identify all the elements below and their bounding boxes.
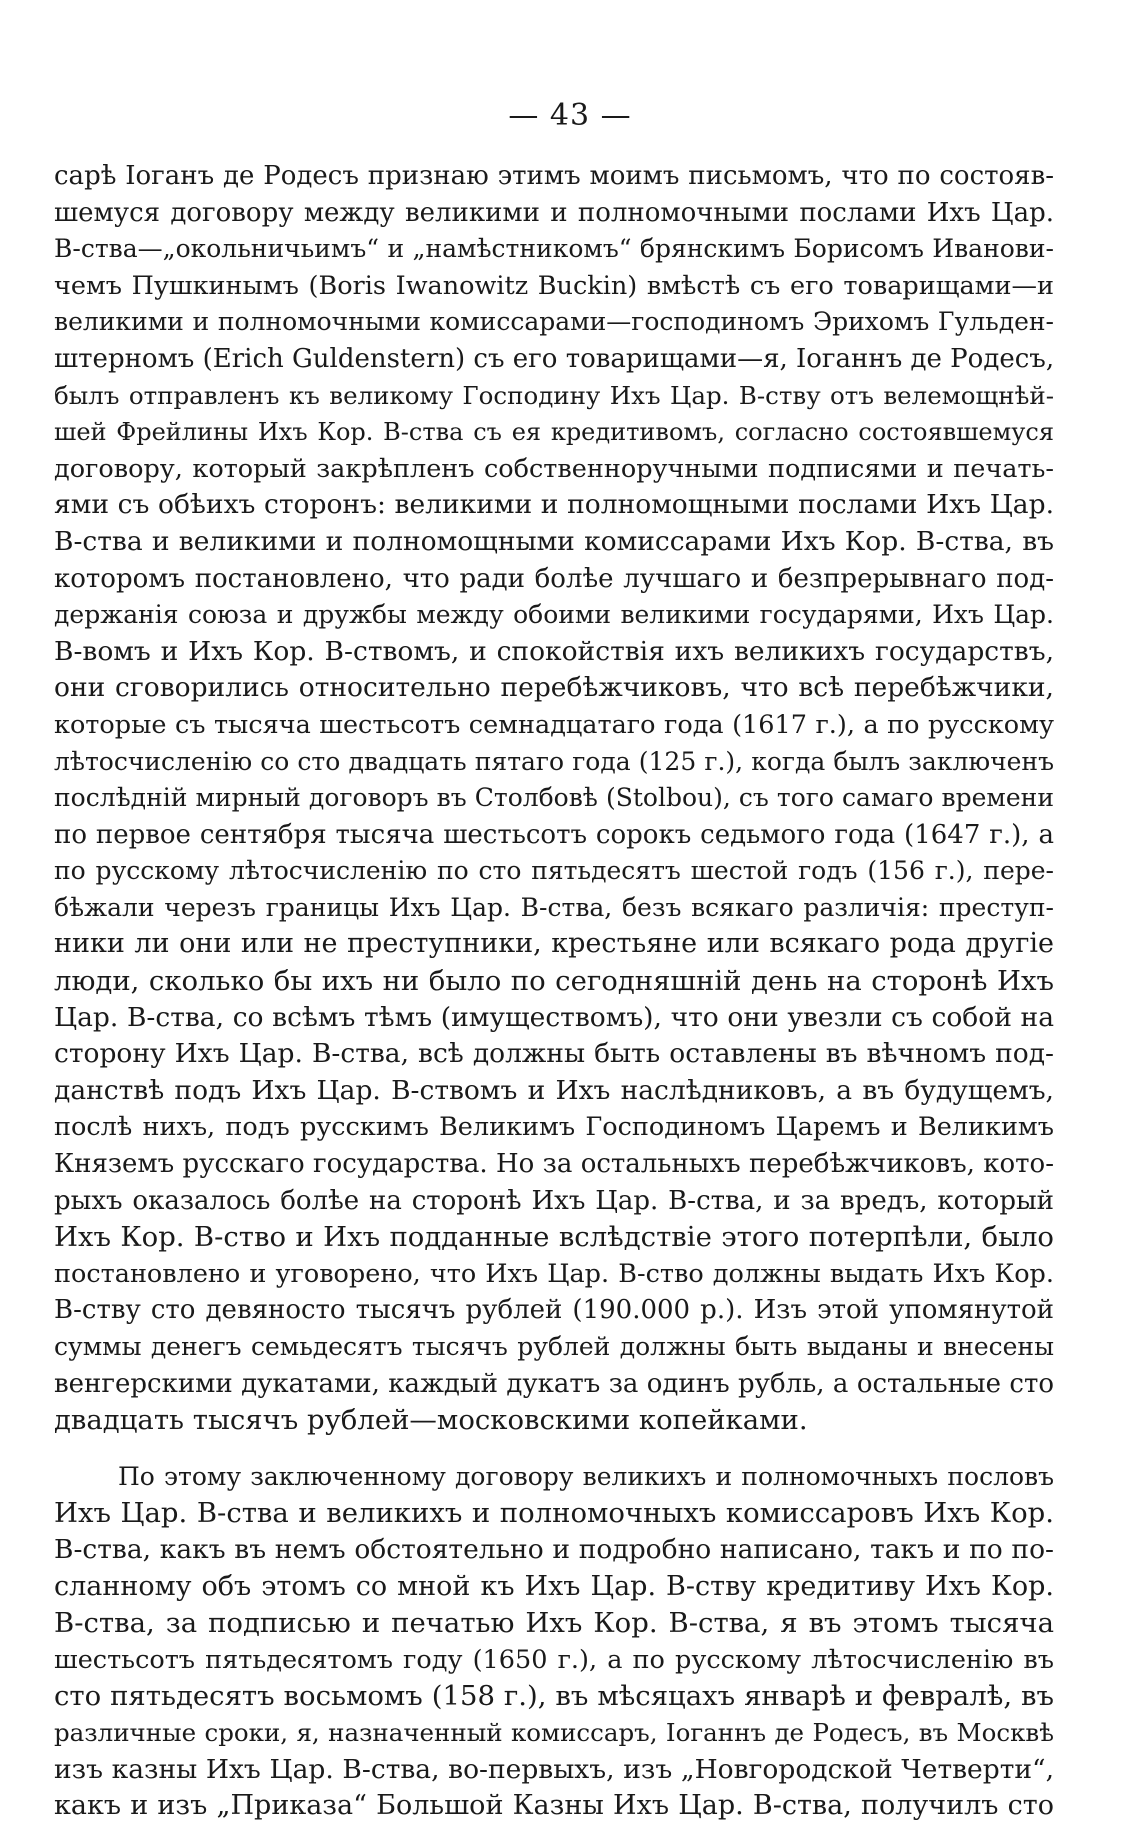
text-line: суммы денегъ семьдесятъ тысячъ рублей должны быть выданы и внесены	[54, 1332, 1054, 1361]
text-line: сторону Ихъ Цар. В-ства, всѣ должны быть оставлены въ вѣчномъ под-	[54, 1038, 1054, 1070]
text-line: держанія союза и дружбы между обоими великими государями, Ихъ Цар.	[54, 600, 1054, 630]
text-line: шестьсотъ пятьдесятомъ году (1650 г.), а по русскому лѣтосчисленію въ	[54, 1644, 1054, 1675]
text-line: послѣдній мирный договоръ въ Столбовѣ (Stolbou), съ того самаго времени	[54, 783, 1054, 813]
text-line: былъ отправленъ къ великому Господину Ихъ Цар. В-ству отъ велемощнѣй-	[54, 380, 1054, 410]
text-line: В-ства, какъ въ немъ обстоятельно и подробно написано, такъ и по по-	[54, 1533, 1054, 1565]
paragraph-1	[54, 158, 1054, 1439]
text-line: штерномъ (Erich Guldenstern) съ его товарищами—я, Іоганнъ де Родесъ,	[54, 343, 1054, 374]
text-line: великими и полномочными комиссарами—господиномъ Эрихомъ Гульден-	[54, 307, 1054, 337]
text-line: люди, сколько бы ихъ ни было по сегодняшній день на сторонѣ Ихъ	[54, 965, 1054, 998]
text-line: двадцать тысячъ рублей—московскими копейками.	[54, 1404, 808, 1437]
text-line: договору, который закрѣпленъ собственноручными подписями и печать-	[54, 453, 1054, 484]
text-line: шей Фрейлины Ихъ Кор. В-ства съ ея кредитивомъ, согласно состоявшемуся	[54, 418, 1054, 447]
text-line: они сговорились относительно перебѣжчиковъ, что всѣ перебѣжчики,	[54, 672, 1054, 704]
page-number: — 43 —	[508, 98, 632, 133]
paragraph-gap	[54, 1439, 1054, 1459]
text-line: шемуся договору между великими и полномочными послами Ихъ Цар.	[54, 197, 1054, 228]
text-line: В-ства и великими и полномощными комиссарами Ихъ Кор. В-ства, въ	[54, 525, 1054, 557]
text-line: послѣ нихъ, подъ русскимъ Великимъ Господиномъ Царемъ и Великимъ	[54, 1112, 1054, 1143]
text-line: бѣжали черезъ границы Ихъ Цар. В-ства, безъ всякаго различія: преступ-	[54, 892, 1054, 922]
text-line: венгерскими дукатами, каждый дукатъ за одинъ рубль, а остальные сто	[54, 1368, 1054, 1399]
text-line: Княземъ русскаго государства. Но за остальныхъ перебѣжчиковъ, кото-	[54, 1149, 1054, 1180]
text-line: какъ и изъ „Приказа“ Большой Казны Ихъ Цар. В-ства, получилъ сто	[54, 1790, 1054, 1822]
text-line: В-вомъ и Ихъ Кор. В-ствомъ, и спокойствія ихъ великихъ государствъ,	[54, 635, 1054, 667]
text-line: По этому заключенному договору великихъ и полномочныхъ пословъ	[118, 1461, 1054, 1491]
text-line: по русскому лѣтосчисленію по сто пятьдесятъ шестой годъ (156 г.), пере-	[54, 856, 1054, 886]
text-line: по первое сентября тысяча шестьсотъ сорокъ седьмого года (1647 г.), а	[54, 819, 1054, 850]
paragraph-2	[54, 1459, 1054, 1825]
text-line: рыхъ оказалось болѣе на сторонѣ Ихъ Цар. В-ства, и за вредъ, который	[54, 1185, 1054, 1216]
text-line: различные сроки, я, назначенный комиссаръ, Іоганнъ де Родесъ, въ Москвѣ	[54, 1717, 1054, 1747]
text-line: данствѣ подъ Ихъ Цар. В-ствомъ и Ихъ наслѣдниковъ, а въ будущемъ,	[54, 1074, 1054, 1106]
text-line: Ихъ Кор. В-ство и Ихъ подданные вслѣдствіе этого потерпѣли, было	[54, 1221, 1054, 1254]
text-line: ями съ обѣихъ сторонъ: великими и полномощными послами Ихъ Цар.	[54, 489, 1054, 521]
text-line: которые съ тысяча шестьсотъ семнадцатаго года (1617 г.), а по русскому	[54, 709, 1054, 740]
text-line: лѣтосчисленію со сто двадцать пятаго года (125 г.), когда былъ заключенъ	[54, 746, 1054, 776]
text-line: В-ства, за подписью и печатью Ихъ Кор. В-ства, я въ этомъ тысяча	[54, 1607, 1054, 1640]
text-line: сто пятьдесятъ восьмомъ (158 г.), въ мѣсяцахъ январѣ и февралѣ, въ	[54, 1680, 1054, 1713]
text-line: Цар. В-ства, со всѣмъ тѣмъ (имуществомъ), что они увезли съ собой на	[54, 1001, 1054, 1033]
text-line: постановлено и уговорено, что Ихъ Цар. В-ство должны выдать Ихъ Кор.	[54, 1258, 1054, 1289]
text-line: сарѣ Іоганъ де Родесъ признаю этимъ моимъ письмомъ, что по состояв-	[54, 161, 1054, 191]
text-line: Ихъ Цар. В-ства и великихъ и полномочныхъ комиссаровъ Ихъ Кор.	[54, 1497, 1054, 1530]
page-body	[54, 158, 1054, 1825]
text-line: В-ства—„окольничьимъ“ и „намѣстникомъ“ брянскимъ Борисомъ Иванови-	[54, 234, 1054, 264]
text-line: которомъ постановлено, что ради болѣе лучшаго и безпрерывнаго под-	[54, 563, 1054, 594]
text-line: В-ству сто девяносто тысячъ рублей (190.000 р.). Изъ этой упомянутой	[54, 1295, 1054, 1326]
text-line: чемъ Пушкинымъ (Boris Iwanowitz Buckin) вмѣстѣ съ его товарищами—и	[54, 270, 1054, 301]
text-line: изъ казны Ихъ Цар. В-ства, во-первыхъ, изъ „Новгородской Четверти“,	[54, 1753, 1054, 1785]
text-line: сланному объ этомъ со мной къ Ихъ Цар. В-ству кредитиву Ихъ Кор.	[54, 1570, 1054, 1602]
text-line: ники ли они или не преступники, крестьяне или всякаго рода другіе	[54, 928, 1054, 960]
